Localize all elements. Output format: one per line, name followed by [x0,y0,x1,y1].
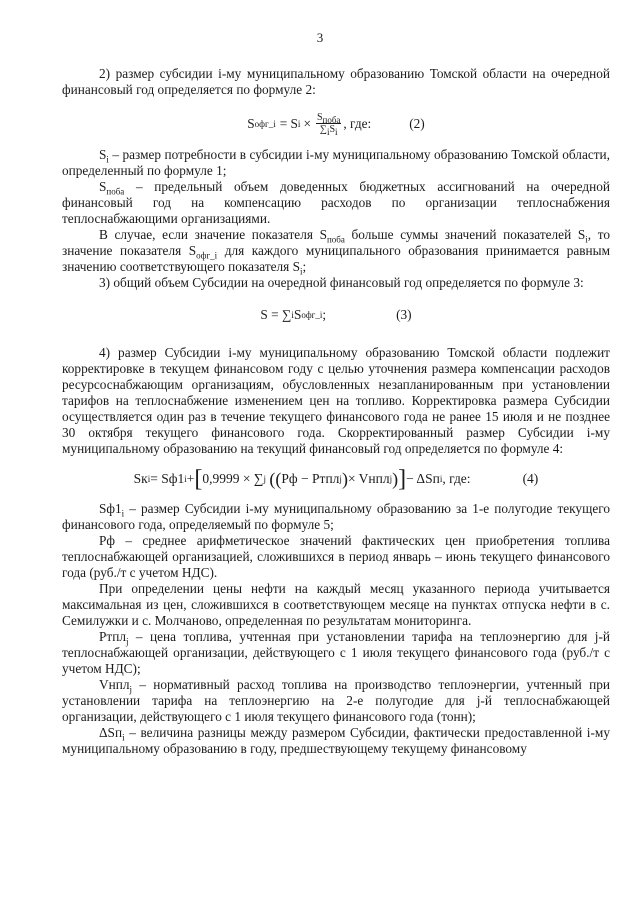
definition-si: $S_i$ – размер потребности в субсидии i-му муниципальному образованию Томской области, определенный по формуле 1; [62,147,610,178]
definition-dsp: ΔSп$_i$ – величина разницы между размером Субсидии, фактически предоставленной i-му муниципальному образованию в году, предшествующему текущему финансовому [62,725,610,756]
f2-where: , где: [343,115,372,131]
paragraph-oil-price: При определении цены нефти на каждый месяц указанного периода учитывается максимальная из цен, сложившихся в соответствующем месяце на пунктах отпуска нефти в с. Семилужки и с. Молчаново, определенная по результатам мониторинга. [62,581,610,628]
page-number: 3 [316,30,324,45]
paragraph-case: В случае, если значение показателя $S_{поба}$ больше суммы значений показателей $S_i$, то значение показателя $S_{офг\_i}$ для каждого муниципального образования принимается равным значению соответствующего показателя $S_i$; [62,227,610,277]
definition-sf1: $Sф1_i$ – размер Субсидии i-му муниципальному образованию за 1-е полугодие текущего финансового года, определяемый по формуле 5; [62,501,610,532]
formula-4: Sк i = Sф1 i + [ 0,9999 × ∑ j (( Рф − Ртпл j ) × Vнпл j ) ] − ΔSп i , где: (4) [133,466,539,492]
f2-lhs: S [247,115,255,131]
f4-number: (4) [522,471,539,486]
f3-number: (3) [396,307,412,322]
f2-times: × [303,115,311,131]
paragraph-item-3: 3) общий объем Субсидии на очередной финансовый год определяется по формуле 3: [99,275,584,290]
f2-eq: = S [279,115,298,131]
definition-vnpl: Vнпл$_j$ – нормативный расход топлива на производство теплоэнергии, учтенный при установлении тарифа на теплоэнергию на 2-е полугодие для j-й теплоснабжающей организации, действующего с 1 июля текущего финансового года (тонн); [62,677,610,724]
definition-spoba: $S_{поба}$ – предельный объем доведенных бюджетных ассигнований на очередной финансовый год на компенсацию расходов по организации теплоснабжения теплоснабжающими организациями. [62,179,610,226]
text-block [62,66,610,757]
definition-rf: Рф – среднее арифметическое значений фактических цен приобретения топлива теплоснабжающей организацией, сложившихся в период январь – июнь текущего финансового года (руб./т с учетом НДС). [62,533,610,580]
f2-fraction: $\frac{S_{поба}}{\sum_iS_i}$ [316,112,341,137]
paragraph-item-2: 2) размер субсидии i-му муниципальному образованию Томской области на очередной финансовый год определяется по формуле 2: [62,66,610,97]
formula-2: S офг_i = S i × $\frac{S_{поба}}{\sum_iS_i}$ , где: (2) [247,112,425,137]
f2-number: (2) [409,115,425,131]
formula-3: S = ∑ i S офг_i ; (3) [260,307,412,322]
definition-rtpl: Ртпл$_j$ – цена топлива, учтенная при установлении тарифа на теплоэнергию для j-й теплоснабжающей организации, действующего с 1 июля текущего финансового года (руб./т с учетом НДС); [62,629,610,676]
paragraph-item-4: 4) размер Субсидии i-му муниципальному образованию Томской области подлежит корректировке в текущем финансовом году с целью уточнения размера компенсации расходов ресурсоснабжающим организациям, обусловленных незапланированным при установлении тарифов на теплоснабжение изменением цен на топливо. Корректировка размера Субсидии осуществляется один раз в течение текущего финансового года не ранее 15 июля и не позднее 30 октября текущего финансового года. Скорректированный размер Субсидии i-му муниципальному образованию на текущий финансовый год определяется по формуле 4: [62,345,610,456]
